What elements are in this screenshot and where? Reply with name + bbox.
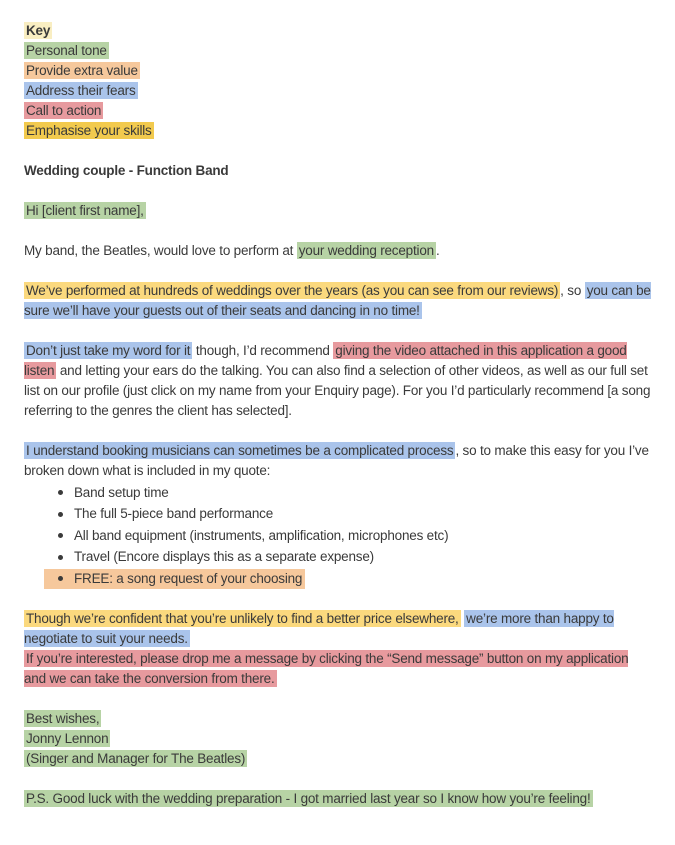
bullet-text: FREE: a song request of your choosing xyxy=(74,570,303,586)
key-item xyxy=(24,101,651,121)
paragraph xyxy=(24,709,651,769)
key-list xyxy=(24,41,651,141)
key-item-label: Personal tone xyxy=(26,43,107,58)
key-title-row xyxy=(24,21,651,41)
paragraph xyxy=(24,441,651,481)
highlighted-text: P.S. Good luck with the wedding preparation - I got married last year so I know how you’re feeling! xyxy=(26,790,591,806)
highlighted-text: (Singer and Manager for The Beatles) xyxy=(26,750,246,766)
highlighted-text: giving the video attached in this application a good listen xyxy=(24,343,627,378)
highlighted-text: your wedding reception xyxy=(298,243,434,258)
plain-text: My band, the Beatles, would love to perform at xyxy=(24,243,297,258)
highlighted-text: We’ve performed at hundreds of weddings over the years (as you can see from our reviews) xyxy=(26,283,559,298)
bullet-text: The full 5-piece band performance xyxy=(74,506,274,521)
highlighted-text: If you’re interested, please drop me a message by clicking the “Send message” button on my application and we can take the conversion from there. xyxy=(24,650,629,686)
bullet-text: All band equipment (instruments, amplification, microphones etc) xyxy=(74,527,449,543)
key-section xyxy=(24,21,651,141)
key-item xyxy=(24,81,651,101)
key-item-label: Call to action xyxy=(26,103,102,118)
bullet-icon xyxy=(58,555,63,560)
key-item xyxy=(24,121,651,141)
key-title: Key xyxy=(26,23,51,38)
key-item-label: Provide extra value xyxy=(26,63,138,78)
highlighted-text: I understand booking musicians can sometimes be a complicated process xyxy=(26,443,454,458)
highlighted-text: Though we’re confident that you’re unlikely to find a better price elsewhere, xyxy=(26,610,459,626)
highlighted-text: Jonny Lennon xyxy=(26,730,109,746)
highlighted-text: we’re more than happy to negotiate to suit your needs. xyxy=(24,610,614,646)
bullet-item xyxy=(24,481,651,503)
bullet-icon xyxy=(58,490,63,495)
plain-text: and letting your ears do the talking. You can also find a selection of other videos, as well as our full set list on our profile (just click on my name from your Enquiry page). For you I’d particularly recommend [a song referring to the genres the client has selected]. xyxy=(24,363,651,418)
letter-heading: Wedding couple - Function Band xyxy=(24,163,229,178)
key-item-label: Emphasise your skills xyxy=(26,123,152,138)
bullet-item xyxy=(24,546,651,568)
bullet-text: Band setup time xyxy=(74,484,169,500)
paragraph xyxy=(24,281,651,321)
bullet-text: Travel (Encore displays this as a separate expense) xyxy=(74,549,374,564)
key-item xyxy=(24,61,651,81)
highlighted-text: Best wishes, xyxy=(26,710,100,726)
paragraph xyxy=(24,341,651,421)
bullet-icon xyxy=(58,533,63,538)
letter-body xyxy=(24,201,651,809)
highlighted-text: Hi [client first name], xyxy=(26,203,144,218)
bullet-item xyxy=(24,524,651,546)
paragraph xyxy=(24,609,651,689)
key-item xyxy=(24,41,651,61)
bullet-item xyxy=(24,567,651,589)
paragraph xyxy=(24,789,651,809)
quote-bullet-list xyxy=(24,481,651,589)
paragraph xyxy=(24,201,651,221)
plain-text: , so to make this easy for you I’ve broken down what is included in my quote: xyxy=(24,443,649,478)
bullet-item xyxy=(24,503,651,525)
key-item-label: Address their fears xyxy=(26,83,136,98)
plain-text: , so xyxy=(560,283,585,298)
bullet-icon xyxy=(58,576,63,581)
highlighted-text: Don’t just take my word for it xyxy=(26,343,191,358)
paragraph xyxy=(24,241,651,261)
plain-text: . xyxy=(435,243,440,258)
bullet-icon xyxy=(58,512,63,517)
plain-text: though, I’d recommend xyxy=(192,343,334,358)
highlighted-text: you can be sure we’ll have your guests out of their seats and dancing in no time! xyxy=(24,283,651,318)
